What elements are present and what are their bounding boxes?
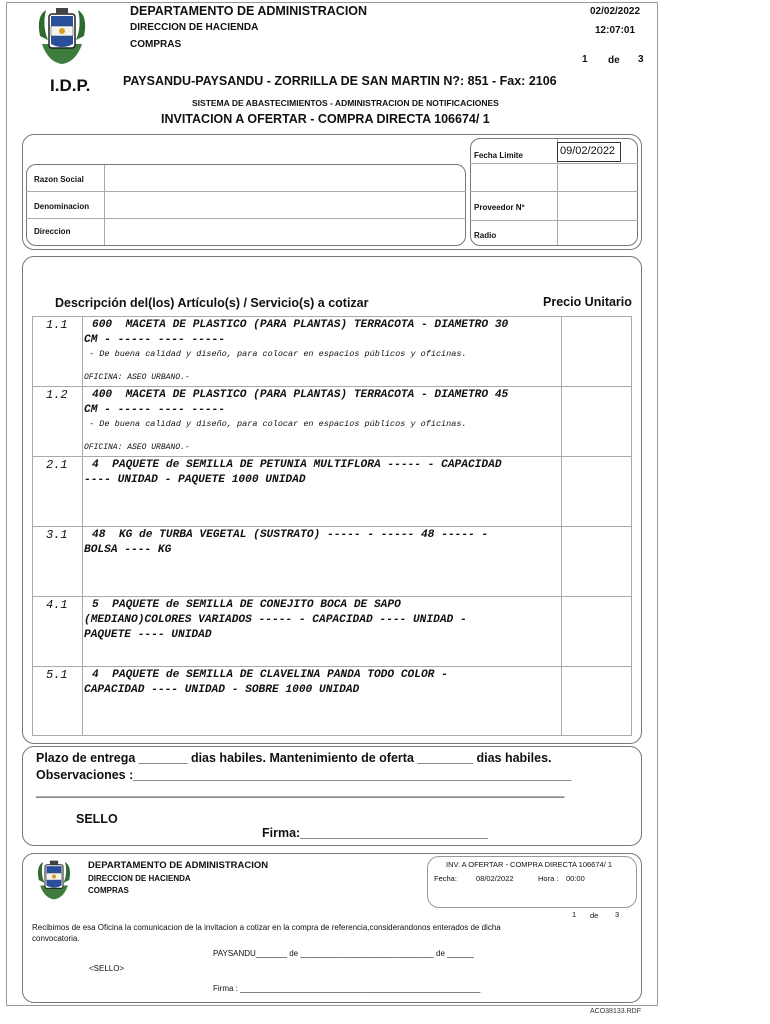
row-divider: [32, 386, 632, 387]
item-number: 2.1: [46, 458, 68, 472]
receipt-paysandu-line: PAYSANDU_______ de ______________________________ de ______: [213, 949, 474, 958]
row-divider: [470, 163, 638, 164]
receipt-page-de: de: [590, 911, 599, 920]
dept-sub2: COMPRAS: [130, 39, 182, 50]
direccion-label: Direccion: [34, 227, 71, 236]
receipt-sub1: DIRECCION DE HACIENDA: [88, 874, 191, 883]
item-office: OFICINA: ASEO URBANO.-: [84, 373, 190, 382]
fecha-limite-label: Fecha Limite: [474, 151, 523, 160]
razon-social-label: Razon Social: [34, 175, 84, 184]
item-number: 5.1: [46, 668, 68, 682]
row-divider: [32, 666, 632, 667]
col-price-header: Precio Unitario: [543, 295, 632, 309]
receipt-ref-title: INV. A OFERTAR - COMPRA DIRECTA 106674/ 1: [446, 860, 613, 869]
receipt-dept: DEPARTAMENTO DE ADMINISTRACION: [88, 860, 269, 871]
dept-sub1: DIRECCION DE HACIENDA: [130, 22, 259, 33]
item-description: [84, 318, 508, 348]
row-divider: [470, 191, 638, 192]
row-divider: [32, 456, 632, 457]
page-total: 3: [638, 54, 644, 65]
page-number: 1: [582, 54, 588, 65]
dept-title: DEPARTAMENTO DE ADMINISTRACION: [130, 4, 368, 18]
observaciones-line: Observaciones :_______________________________________________________________: [36, 768, 572, 782]
print-date: 02/02/2022: [590, 6, 641, 17]
print-time: 12:07:01: [595, 25, 636, 36]
item-description: [84, 668, 448, 698]
page-de: de: [608, 55, 620, 66]
receipt-hora-label: Hora :: [538, 874, 559, 883]
fecha-limite-value: 09/02/2022: [557, 142, 621, 162]
receipt-page-total: 3: [615, 910, 620, 919]
item-text: 600 MACETA DE PLASTICO (PARA PLANTAS) TERRACOTA - DIAMETRO 30 CM - ----- ---- -----: [84, 319, 509, 346]
item-description: [84, 598, 467, 643]
receipt-sello: <SELLO>: [89, 964, 125, 973]
coat-of-arms-logo: [36, 6, 88, 66]
proveedor-label: Proveedor Nº: [474, 203, 525, 212]
radio-label: Radio: [474, 231, 497, 240]
item-detail: - De buena calidad y diseño, para colocar en espacios públicos y oficinas.: [84, 419, 467, 429]
item-description: [84, 458, 502, 488]
row-divider: [26, 191, 466, 192]
item-description: [84, 528, 488, 558]
receipt-page-number: 1: [572, 910, 577, 919]
row-divider: [32, 596, 632, 597]
coat-of-arms-logo: [36, 858, 72, 902]
row-divider: [26, 218, 466, 219]
item-number: 1.1: [46, 318, 68, 332]
row-divider: [470, 220, 638, 221]
observaciones-line-2: ____________________________________________________________________________: [36, 784, 565, 798]
address-line: PAYSANDU-PAYSANDU - ZORRILLA DE SAN MARTIN N?: 851 - Fax: 2106: [123, 74, 557, 88]
receipt-firma-line: Firma : ______________________________________________________: [213, 984, 481, 993]
item-text: 4 PAQUETE de SEMILLA DE PETUNIA MULTIFLORA ----- - CAPACIDAD ---- UNIDAD - PAQUETE 1000 UNIDAD: [84, 459, 502, 486]
item-number: 3.1: [46, 528, 68, 542]
supplier-inner-box: [26, 164, 466, 246]
col-divider: [104, 165, 105, 245]
receipt-sub2: COMPRAS: [88, 886, 129, 895]
receipt-fecha-label: Fecha:: [434, 874, 457, 883]
item-office: OFICINA: ASEO URBANO.-: [84, 443, 190, 452]
plazo-line: Plazo de entrega _______ dias habiles. Mantenimiento de oferta ________ dias habiles.: [36, 751, 552, 765]
system-line: SISTEMA DE ABASTECIMIENTOS - ADMINISTRACION DE NOTIFICACIONES: [192, 98, 499, 108]
document-title: INVITACION A OFERTAR - COMPRA DIRECTA 106674/ 1: [161, 112, 490, 126]
item-detail: - De buena calidad y diseño, para colocar en espacios públicos y oficinas.: [84, 349, 467, 359]
sello-label: SELLO: [76, 812, 118, 826]
item-text: 4 PAQUETE de SEMILLA DE CLAVELINA PANDA TODO COLOR - CAPACIDAD ---- UNIDAD - SOBRE 1000 UNIDAD: [84, 669, 448, 696]
item-number: 4.1: [46, 598, 68, 612]
col-description-header: Descripción del(los) Artículo(s) / Servicio(s) a cotizar: [55, 296, 369, 310]
item-text: 48 KG de TURBA VEGETAL (SUSTRATO) ----- - ----- 48 ----- - BOLSA ---- KG: [84, 529, 489, 556]
item-description: [84, 388, 508, 418]
item-number: 1.2: [46, 388, 68, 402]
idp-label: I.D.P.: [50, 76, 91, 95]
receipt-fecha-value: 08/02/2022: [476, 874, 514, 883]
receipt-statement: Recibimos de esa Oficina la comunicacion de la invitacion a cotizar en la compra de referencia,considerandonos enterados de dicha convocatoria.: [32, 923, 501, 943]
item-text: 5 PAQUETE de SEMILLA DE CONEJITO BOCA DE SAPO (MEDIANO)COLORES VARIADOS ----- - CAPACIDAD ---- UNIDAD - PAQUETE ---- UNIDAD: [84, 599, 467, 641]
denominacion-label: Denominacion: [34, 202, 90, 211]
firma-line: Firma:___________________________: [262, 826, 488, 840]
footer-code: ACO38133.RDF: [590, 1008, 641, 1015]
receipt-hora-value: 00:00: [566, 874, 585, 883]
item-text: 400 MACETA DE PLASTICO (PARA PLANTAS) TERRACOTA - DIAMETRO 45 CM - ----- ---- -----: [84, 389, 509, 416]
row-divider: [32, 526, 632, 527]
